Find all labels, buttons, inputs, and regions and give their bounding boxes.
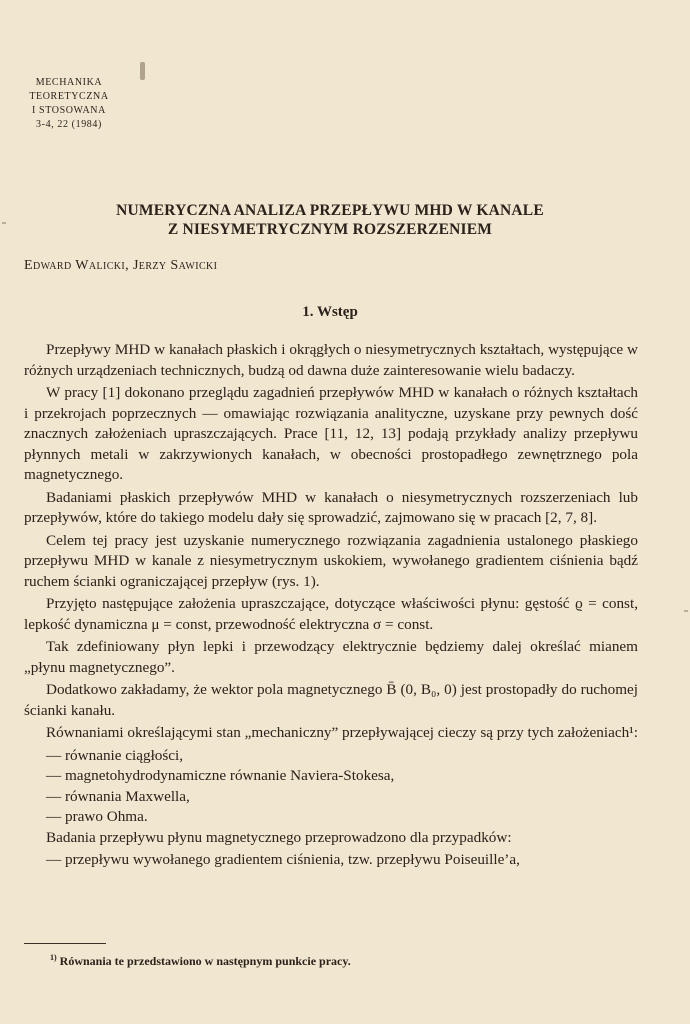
paragraph: Tak zdefiniowany płyn lepki i przewodzący elektrycznie będziemy dalej określać mianem „płynu magnetycznego”. xyxy=(24,638,638,676)
section-heading: 1. Wstęp xyxy=(302,304,358,320)
title-line: NUMERYCZNA ANALIZA PRZEPŁYWU MHD W KANALE xyxy=(116,202,544,219)
paper-title xyxy=(0,201,660,239)
footnote xyxy=(50,953,351,969)
footnote-rule xyxy=(24,943,106,944)
paragraph: W pracy [1] dokonano przeglądu zagadnień przepływów MHD w kanałach o różnych kształtach i przekrojach poprzecznych — omawiając rozwiązania analityczne, uzyskane przy pewnych dość znacznych założeniach upraszczających. Prace [11, 12, 13] podają przykłady analizy przepływu płynnych metali w zakrzywionych kanałach, w obecności prostopadłego zewnętrznego pola magnetycznego. xyxy=(24,384,638,483)
paragraph: Przyjęto następujące założenia upraszczające, dotyczące właściwości płynu: gęstość ϱ = const, lepkość dynamiczna μ = const, przewodność elektryczna σ = const. xyxy=(24,595,638,633)
paragraph: Przepływy MHD w kanałach płaskich i okrągłych o niesymetrycznych kształtach, występujące w różnych urządzeniach technicznych, budzą od dawna duże zainteresowanie wielu badaczy. xyxy=(24,341,638,379)
paragraph: Badaniami płaskich przepływów MHD w kanałach o niesymetrycznych rozszerzeniach lub przepływów, które do takiego modelu dały się sprowadzić, zajmowano się w pracach [2, 7, 8]. xyxy=(24,488,638,526)
list-item: — magnetohydrodynamiczne równanie Naviera-Stokesa, xyxy=(46,767,395,784)
masthead-line: 3-4, 22 (1984) xyxy=(36,119,102,130)
list-item: — równania Maxwella, xyxy=(46,787,190,805)
masthead-line: I STOSOWANA xyxy=(32,105,106,116)
masthead-line: MECHANIKA xyxy=(35,77,103,88)
masthead-line: TEORETYCZNA xyxy=(29,91,109,102)
list-item: — równanie ciągłości, xyxy=(46,746,184,764)
paragraph: Dodatkowo zakładamy, że wektor pola magnetycznego B̄ (0, B₀, 0) jest prostopadły do ruchomej ścianki kanału. xyxy=(24,681,638,719)
edge-mark xyxy=(684,610,688,612)
page-stain xyxy=(140,62,145,80)
footnote-text: Równania te przedstawiono w następnym punkcie pracy. xyxy=(59,954,351,968)
journal-masthead xyxy=(24,76,114,132)
paragraph: Celem tej pracy jest uzyskanie numerycznego rozwiązania zagadnienia ustalonego płaskiego przepływu MHD w kanale z niesymetrycznym uskokiem, wywołanego gradientem ciśnienia bądź ruchem ścianki ograniczającej przepływ (rys. 1). xyxy=(24,531,638,590)
list-item: — przepływu wywołanego gradientem ciśnienia, tzw. przepływu Poiseuille’a, xyxy=(46,851,520,868)
cases-list xyxy=(24,850,638,871)
paper-authors: Edward Walicki, Jerzy Sawicki xyxy=(24,258,218,273)
footnote-marker: 1) xyxy=(50,953,57,962)
body-text xyxy=(24,340,638,871)
equations-list xyxy=(24,746,638,828)
list-item: — prawo Ohma. xyxy=(46,808,148,825)
paragraph: Badania przepływu płynu magnetycznego przeprowadzono dla przypadków: xyxy=(46,828,512,846)
paragraph: Równaniami określającymi stan „mechaniczny” przepływającej cieczy są przy tych założeniach¹: xyxy=(46,724,638,741)
title-line: Z NIESYMETRYCZNYM ROZSZERZENIEM xyxy=(167,221,493,238)
